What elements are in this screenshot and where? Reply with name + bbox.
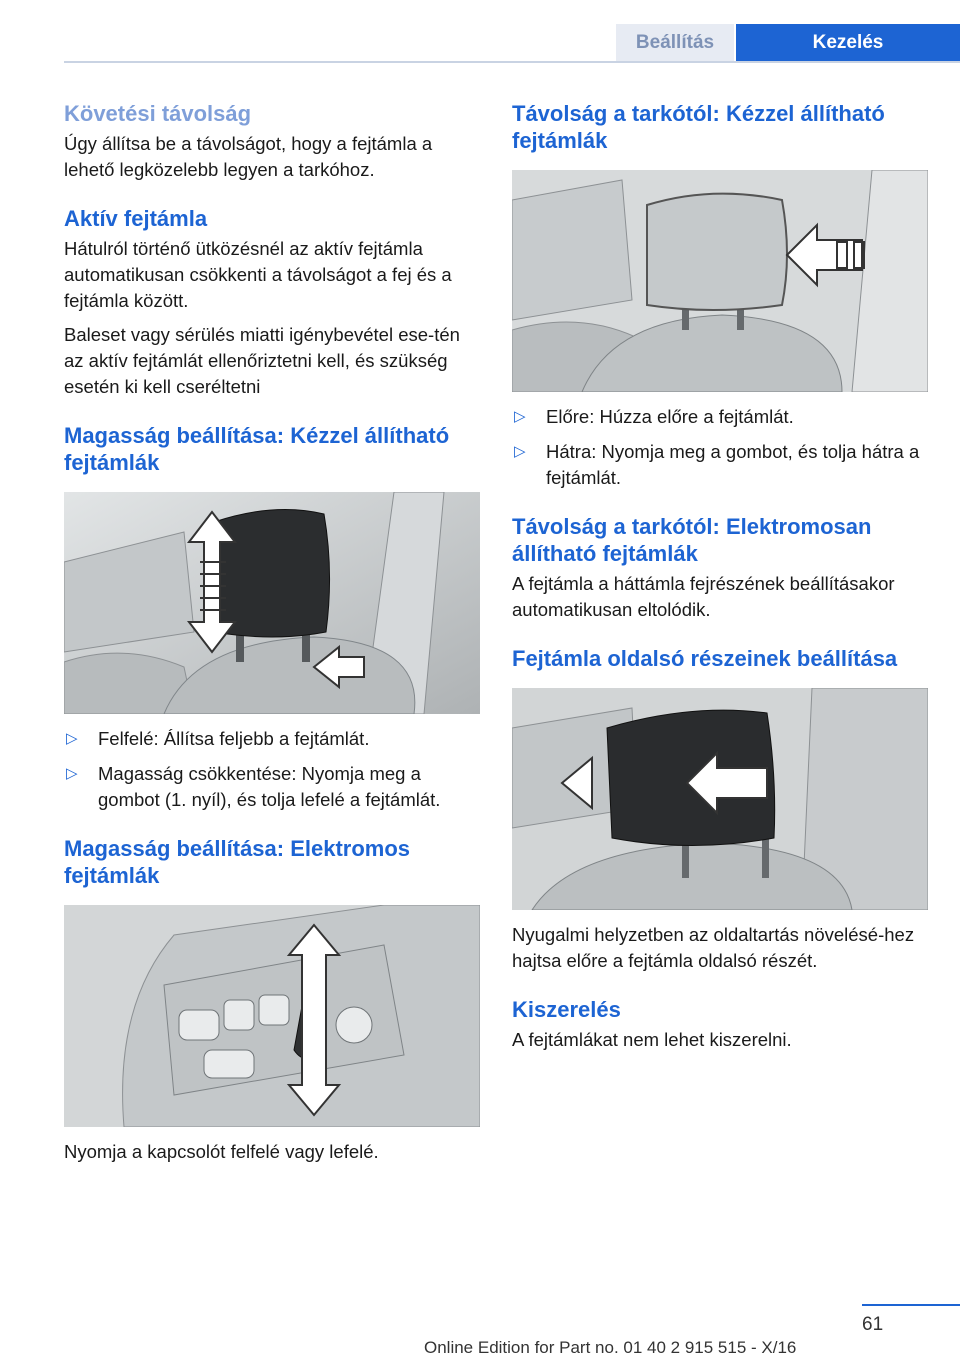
list-item: ▷ Felfelé: Állítsa feljebb a fejtámlát.	[64, 726, 482, 752]
text-removal: A fejtámlákat nem lehet kiszerelni.	[512, 1029, 792, 1050]
list-item: ▷ Magasság csökkentése: Nyomja meg a gombot (1. nyíl), és tolja lefelé a fejtámlát.	[66, 763, 441, 810]
footer-rule	[862, 1304, 960, 1306]
text-side-sections: Nyugalmi helyzetben az oldaltartás növelésé-hez hajtsa előre a fejtámla oldalsó részét.	[512, 924, 915, 971]
heading-removal: Kiszerelés	[512, 997, 621, 1022]
triangle-right-icon: ▷	[66, 730, 78, 747]
triangle-right-icon: ▷	[514, 443, 526, 460]
list-item: ▷ Hátra: Nyomja meg a gombot, és tolja hátra a fejtámlát.	[514, 441, 920, 488]
header-rule	[64, 61, 960, 63]
text-following-distance: Úgy állítsa be a távolságot, hogy a fejtámla a lehető legközelebb legyen a tarkóhoz.	[64, 133, 433, 180]
figure-side-sections	[512, 688, 928, 910]
text-height-electric: Nyomja a kapcsolót felfelé vagy lefelé.	[64, 1141, 379, 1162]
heading-height-electric: Magasság beállítása: Elektromos fejtámlák	[64, 836, 411, 888]
heading-active-headrest: Aktív fejtámla	[64, 206, 208, 231]
left-column	[64, 100, 482, 1165]
list-distance-manual	[512, 404, 930, 491]
page-number: 61	[862, 1314, 884, 1335]
list-height-manual	[64, 726, 482, 813]
text-distance-electric: A fejtámla a háttámla fejrészének beállításakor automatikusan eltolódik.	[512, 573, 895, 620]
footer-edition: Online Edition for Part no. 01 40 2 915 515 - X/16	[424, 1338, 797, 1357]
figure-height-electric	[64, 905, 480, 1127]
list-item: ▷ Előre: Húzza előre a fejtámlát.	[512, 404, 930, 430]
right-column	[512, 100, 930, 1053]
figure-distance-manual	[512, 170, 928, 392]
heading-height-manual: Magasság beállítása: Kézzel állítható fejtámlák	[64, 423, 450, 475]
text-active-headrest-2: Baleset vagy sérülés miatti igénybevétel ese-tén az aktív fejtámlát ellenőriztetni kell, és szükség esetén ki kell cseréltetni	[64, 324, 460, 397]
figure-height-manual	[64, 492, 480, 714]
heading-following-distance: Követési távolság	[64, 101, 252, 126]
triangle-right-icon: ▷	[514, 408, 526, 425]
triangle-right-icon: ▷	[66, 765, 78, 782]
header-tab-chapter: Kezelés	[736, 24, 960, 61]
header-tab-section: Beállítás	[616, 24, 734, 61]
text-active-headrest-1: Hátulról történő ütközésnél az aktív fejtámla automatikusan csökkenti a távolságot a fej és a fejtámla között.	[64, 238, 452, 311]
heading-side-sections: Fejtámla oldalsó részeinek beállítása	[512, 646, 898, 671]
heading-distance-electric: Távolság a tarkótól: Elektromosan állítható fejtámlák	[512, 514, 872, 566]
heading-distance-manual: Távolság a tarkótól: Kézzel állítható fejtámlák	[512, 101, 885, 153]
